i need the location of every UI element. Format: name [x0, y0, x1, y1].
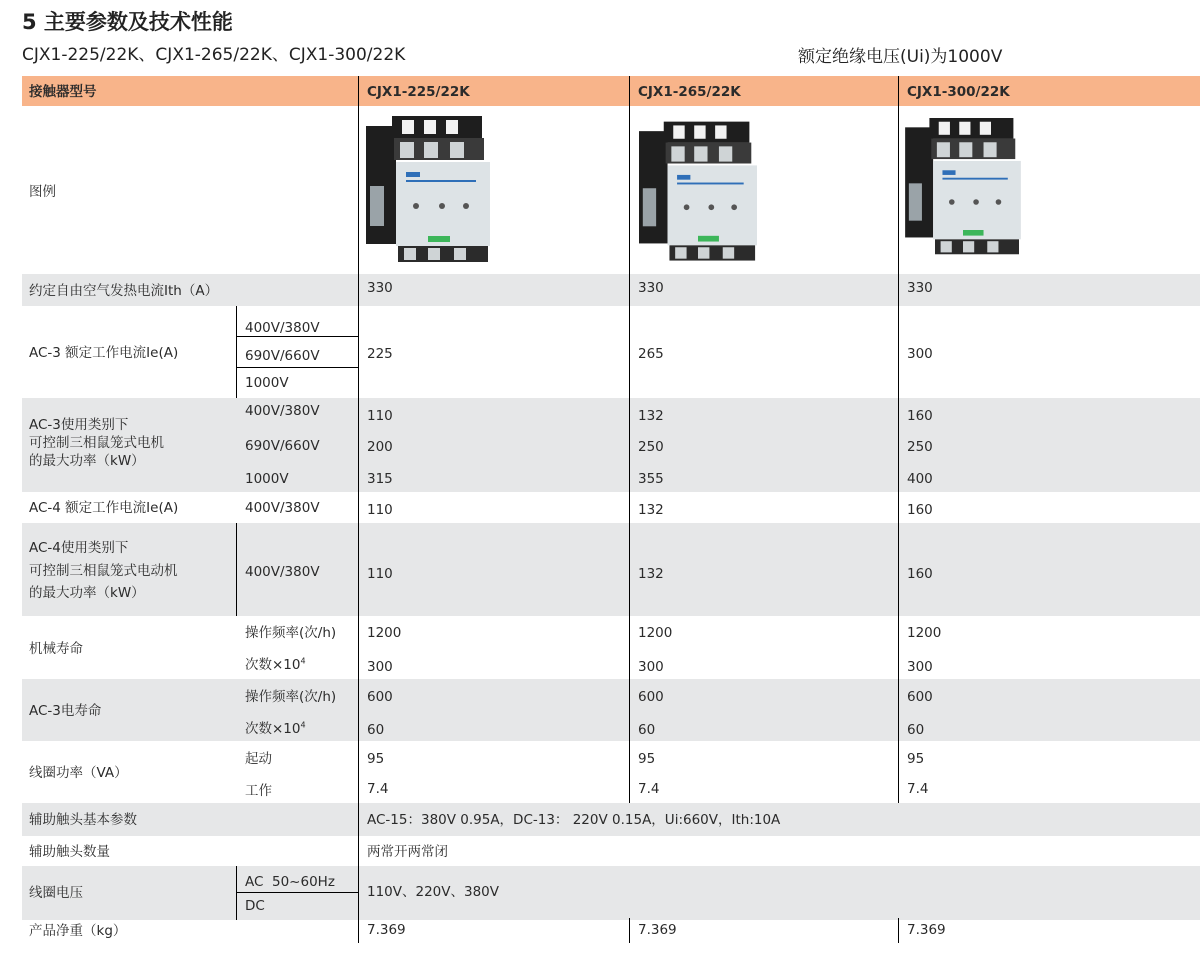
- coil-power-r1-c2: 95: [638, 751, 656, 767]
- col-divider-1: [358, 76, 359, 943]
- mech-life-r2-c2: 300: [638, 659, 664, 675]
- ac3-power-voltage-2: 690V/660V: [245, 438, 320, 454]
- illustration-label: 图例: [29, 184, 56, 200]
- aux-params-label: 辅助触头基本参数: [29, 812, 137, 828]
- sub-hline-2: [236, 367, 358, 368]
- rated-voltage: 额定绝缘电压(Ui)为1000V: [798, 47, 1003, 67]
- coil-voltage-value: 110V、220V、380V: [367, 884, 500, 900]
- band-ac3-power: [22, 398, 1200, 492]
- header-band: [22, 76, 1200, 106]
- header-model-3: CJX1-300/22K: [907, 84, 1010, 100]
- contactor-image-1: [366, 116, 490, 266]
- elec-life-r2-c1: 60: [367, 722, 385, 738]
- ith-value-3: 330: [907, 280, 933, 296]
- ac3-ie-voltage-1: 400V/380V: [245, 320, 320, 336]
- ac4-power-label-3: 的最大功率（kW）: [29, 585, 145, 601]
- mech-life-label: 机械寿命: [29, 641, 83, 657]
- mech-life-r2-c1: 300: [367, 659, 393, 675]
- ac3-ie-label: AC-3 额定工作电流Ie(A): [29, 345, 179, 361]
- contactor-image-3: [905, 118, 1021, 258]
- band-coil-voltage: [22, 866, 1200, 920]
- ac3-power-r3-c3: 400: [907, 471, 933, 487]
- elec-life-r2-c3: 60: [907, 722, 925, 738]
- coil-power-sub-1: 起动: [245, 751, 272, 767]
- ac4-power-label-2: 可控制三相鼠笼式电动机: [29, 563, 178, 579]
- elec-life-label: AC-3电寿命: [29, 703, 102, 719]
- ac3-ie-value-1: 225: [367, 346, 393, 362]
- ac3-ie-voltage-3: 1000V: [245, 375, 289, 391]
- col-divider-3-weight: [898, 918, 899, 943]
- coil-power-r1-c1: 95: [367, 751, 385, 767]
- weight-label: 产品净重（kg）: [29, 923, 127, 939]
- mech-life-r1-c3: 1200: [907, 625, 942, 641]
- ith-label: 约定自由空气发热电流Ith（A）: [29, 283, 219, 299]
- ac3-power-r3-c2: 355: [638, 471, 664, 487]
- elec-life-r1-c1: 600: [367, 689, 393, 705]
- coil-power-r2-c3: 7.4: [907, 781, 929, 797]
- ac4-power-label-1: AC-4使用类别下: [29, 540, 129, 556]
- mech-life-r1-c2: 1200: [638, 625, 673, 641]
- ac4-power-value-2: 132: [638, 566, 664, 582]
- coil-voltage-label: 线圈电压: [29, 885, 83, 901]
- coil-power-r2-c2: 7.4: [638, 781, 660, 797]
- aux-params-value: AC-15：380V 0.95A，DC-13： 220V 0.15A，Ui:660V，Ith:10A: [367, 812, 781, 828]
- weight-value-3: 7.369: [907, 922, 946, 938]
- coil-power-r2-c1: 7.4: [367, 781, 389, 797]
- ac4-power-voltage: 400V/380V: [245, 564, 320, 580]
- coil-power-label: 线圈功率（VA）: [29, 765, 128, 781]
- aux-count-label: 辅助触头数量: [29, 844, 110, 860]
- ac4-ie-value-1: 110: [367, 502, 393, 518]
- col-divider-2-weight: [629, 918, 630, 943]
- weight-value-2: 7.369: [638, 922, 677, 938]
- sub-hline-1: [236, 336, 358, 337]
- coil-power-r1-c3: 95: [907, 751, 925, 767]
- ac3-power-label-1: AC-3使用类别下: [29, 417, 129, 433]
- ac3-power-r2-c2: 250: [638, 439, 664, 455]
- ac4-ie-value-2: 132: [638, 502, 664, 518]
- ac3-power-r1-c2: 132: [638, 408, 664, 424]
- ac3-power-r3-c1: 315: [367, 471, 393, 487]
- col-divider-2: [629, 76, 630, 803]
- ac3-power-voltage-1: 400V/380V: [245, 403, 320, 419]
- models-line: CJX1-225/22K、CJX1-265/22K、CJX1-300/22K: [22, 45, 406, 65]
- ac3-power-label-2: 可控制三相鼠笼式电机: [29, 435, 164, 451]
- coil-voltage-sub-dc: DC: [245, 898, 265, 914]
- sub-divider-ac3: [236, 306, 237, 398]
- ac3-power-label-3: 的最大功率（kW）: [29, 453, 145, 469]
- ith-value-1: 330: [367, 280, 393, 296]
- weight-value-1: 7.369: [367, 922, 406, 938]
- elec-life-r1-c2: 600: [638, 689, 664, 705]
- ac4-ie-voltage: 400V/380V: [245, 500, 320, 516]
- section-title: 5 主要参数及技术性能: [22, 10, 233, 34]
- ac4-ie-value-3: 160: [907, 502, 933, 518]
- aux-count-value: 两常开两常闭: [367, 844, 448, 860]
- coil-power-sub-2: 工作: [245, 783, 272, 799]
- header-model-2: CJX1-265/22K: [638, 84, 741, 100]
- contactor-image-2: [639, 118, 757, 268]
- ac3-ie-value-3: 300: [907, 346, 933, 362]
- band-ac4-power: [22, 523, 1200, 616]
- elec-life-sub-1: 操作频率(次/h): [245, 689, 337, 705]
- ac3-power-r2-c1: 200: [367, 439, 393, 455]
- elec-life-sub-2: 次数$\times 10^4$: [245, 720, 306, 737]
- ac3-ie-value-2: 265: [638, 346, 664, 362]
- sub-hline-3: [236, 892, 358, 893]
- ac4-power-value-3: 160: [907, 566, 933, 582]
- elec-life-r1-c3: 600: [907, 689, 933, 705]
- ac3-power-voltage-3: 1000V: [245, 471, 289, 487]
- ith-value-2: 330: [638, 280, 664, 296]
- mech-life-r1-c1: 1200: [367, 625, 402, 641]
- elec-life-r2-c2: 60: [638, 722, 656, 738]
- header-model-label: 接触器型号: [29, 84, 97, 100]
- coil-voltage-sub-ac: AC 50~60Hz: [245, 874, 335, 890]
- band-elec-life: [22, 679, 1200, 741]
- header-model-1: CJX1-225/22K: [367, 84, 470, 100]
- ac3-power-r2-c3: 250: [907, 439, 933, 455]
- mech-life-sub-1: 操作频率(次/h): [245, 625, 337, 641]
- col-divider-3: [898, 76, 899, 803]
- ac4-ie-label: AC-4 额定工作电流Ie(A): [29, 500, 179, 516]
- ac3-ie-voltage-2: 690V/660V: [245, 348, 320, 364]
- ac3-power-r1-c3: 160: [907, 408, 933, 424]
- mech-life-sub-2: 次数$\times 10^4$: [245, 656, 306, 673]
- mech-life-r2-c3: 300: [907, 659, 933, 675]
- mech-life-sup: 4: [300, 656, 306, 666]
- sub-divider-coil: [236, 866, 237, 920]
- ac3-power-r1-c1: 110: [367, 408, 393, 424]
- ac4-power-value-1: 110: [367, 566, 393, 582]
- elec-life-sup: 4: [300, 720, 306, 730]
- sub-divider-ac4: [236, 523, 237, 616]
